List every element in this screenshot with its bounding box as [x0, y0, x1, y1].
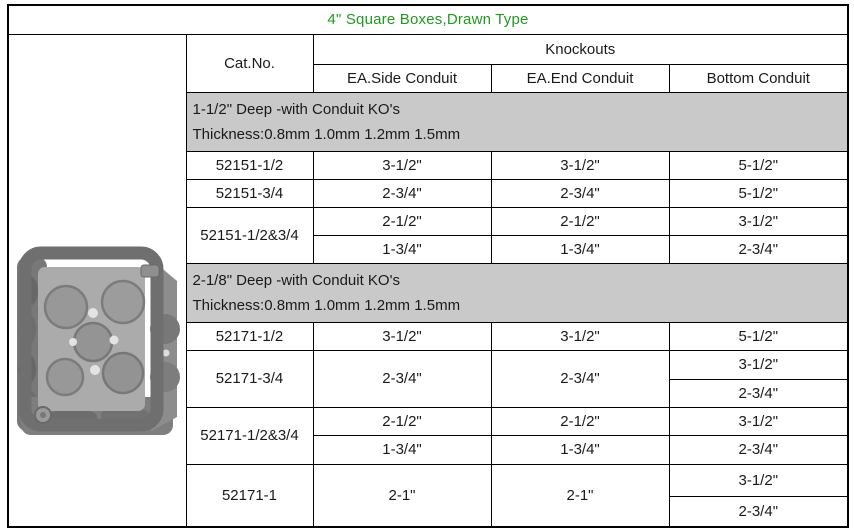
title-row: [8, 5, 848, 34]
cell-side-conduit: 1-3/4": [313, 235, 491, 263]
cell-side-conduit: 2-3/4": [313, 179, 491, 207]
cell-end-conduit: 2-3/4": [491, 350, 669, 407]
header-bottom-conduit: Bottom Conduit: [669, 64, 848, 92]
cell-end-conduit: 2-3/4": [491, 179, 669, 207]
cell-end-conduit: 2-1/2": [491, 207, 669, 235]
header-knockouts: Knockouts: [313, 34, 848, 64]
cell-cat-no: 52151-1/2: [186, 151, 313, 179]
cell-bottom-conduit: 3-1/2": [669, 207, 848, 235]
header-end-conduit: EA.End Conduit: [491, 64, 669, 92]
cell-bottom-conduit: 5-1/2": [669, 151, 848, 179]
cell-cat-no: 52171-1: [186, 464, 313, 527]
cell-bottom-conduit: 5-1/2": [669, 322, 848, 350]
cell-cat-no: 52171-1/2: [186, 322, 313, 350]
product-image-cell: [8, 34, 186, 527]
cell-side-conduit: 3-1/2": [313, 151, 491, 179]
cell-cat-no: 52171-1/2&3/4: [186, 407, 313, 464]
section-depth-label: 1-1/2" Deep -with Conduit KO's: [192, 100, 400, 118]
cell-bottom-conduit: 3-1/2": [669, 350, 848, 379]
product-photo: [11, 113, 184, 447]
cell-bottom-conduit: 5-1/2": [669, 179, 848, 207]
section-band-cell: [186, 263, 848, 322]
cell-cat-no: 52151-3/4: [186, 179, 313, 207]
cell-side-conduit: 3-1/2": [313, 322, 491, 350]
cell-bottom-conduit: 3-1/2": [669, 464, 848, 496]
cell-side-conduit: 1-3/4": [313, 435, 491, 464]
cell-side-conduit: 2-1/2": [313, 207, 491, 235]
section-thickness-label: Thickness:0.8mm 1.0mm 1.2mm 1.5mm: [192, 296, 461, 314]
cell-bottom-conduit: 2-3/4": [669, 379, 848, 407]
header-cat-no: Cat.No.: [186, 34, 313, 92]
cell-bottom-conduit: 3-1/2": [669, 407, 848, 435]
cell-end-conduit: 3-1/2": [491, 151, 669, 179]
cell-bottom-conduit: 2-3/4": [669, 496, 848, 527]
header-side-conduit: EA.Side Conduit: [313, 64, 491, 92]
section-band-cell: [186, 92, 848, 151]
cell-side-conduit: 2-1/2": [313, 407, 491, 435]
section-thickness-label: Thickness:0.8mm 1.0mm 1.2mm 1.5mm: [192, 125, 461, 143]
square-box-photo-illustration: [13, 225, 181, 447]
cell-end-conduit: 2-1": [491, 464, 669, 527]
header-row-knockouts: [8, 34, 848, 64]
section-depth-label: 2-1/8" Deep -with Conduit KO's: [192, 271, 400, 289]
cell-end-conduit: 1-3/4": [491, 235, 669, 263]
cell-side-conduit: 2-3/4": [313, 350, 491, 407]
cell-cat-no: 52171-3/4: [186, 350, 313, 407]
cell-end-conduit: 3-1/2": [491, 322, 669, 350]
page-title: 4" Square Boxes,Drawn Type: [8, 5, 848, 34]
cell-end-conduit: 1-3/4": [491, 435, 669, 464]
cell-bottom-conduit: 2-3/4": [669, 235, 848, 263]
cell-side-conduit: 2-1": [313, 464, 491, 527]
spec-table: [7, 4, 849, 528]
cell-cat-no: 52151-1/2&3/4: [186, 207, 313, 263]
cell-bottom-conduit: 2-3/4": [669, 435, 848, 464]
spec-sheet: [7, 4, 849, 528]
cell-end-conduit: 2-1/2": [491, 407, 669, 435]
